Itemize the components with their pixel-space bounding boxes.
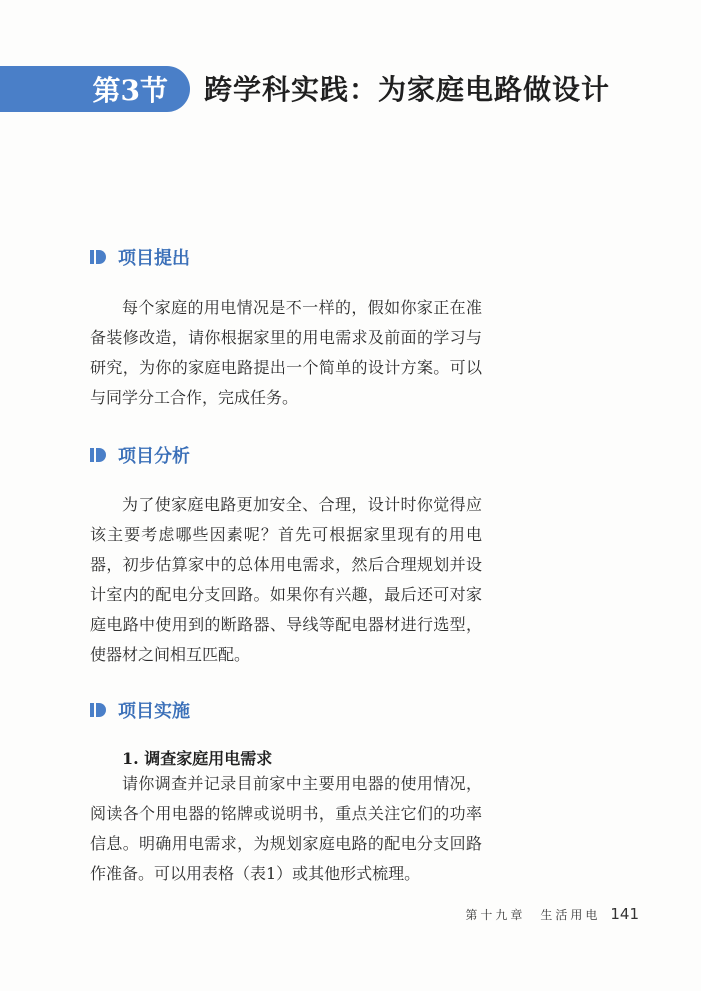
subheading-survey: 1. 调查家庭用电需求 [122, 749, 273, 768]
chapter-label: 第十九章 生活用电 [465, 908, 601, 922]
paragraph-survey: 请你调查并记录目前家中主要用电器的使用情况，阅读各个用电器的铭牌或说明书，重点关注它们的功率信息。明确用电需求，为规划家庭电路的配电分支回路作准备。可以用表格（表1）或其他形式梳理。 [90, 774, 482, 883]
section-heading-proposal [90, 244, 190, 270]
paragraph-analysis: 为了使家庭电路更加安全、合理，设计时你觉得应该主要考虑哪些因素呢？首先可根据家里现有的用电器，初步估算家中的总体用电需求，然后合理规划并设计室内的配电分支回路。如果你有兴趣，最后还可对家庭电路中使用到的断路器、导线等配电器材进行选型，使器材之间相互匹配。 [90, 495, 482, 664]
section-heading-implementation [90, 697, 190, 723]
section-heading-text: 项目实施 [118, 701, 190, 722]
paragraph-proposal: 每个家庭的用电情况是不一样的，假如你家正在准备装修改造，请你根据家里的用电需求及前面的学习与研究，为你的家庭电路提出一个简单的设计方案。可以与同学分工合作，完成任务。 [90, 298, 482, 407]
page-title: 跨学科实践：为家庭电路做设计 [204, 73, 611, 106]
section-heading-text: 项目提出 [118, 248, 190, 269]
section-heading-text: 项目分析 [118, 446, 190, 467]
section-marker-icon [90, 447, 106, 463]
section-marker-icon [90, 249, 106, 265]
section-marker-icon [90, 702, 106, 718]
page-number: 141 [610, 905, 639, 923]
section-heading-analysis [90, 442, 190, 468]
page-footer [465, 905, 639, 923]
section-label: 第3节 [92, 74, 168, 107]
section-label-tab [0, 66, 190, 112]
